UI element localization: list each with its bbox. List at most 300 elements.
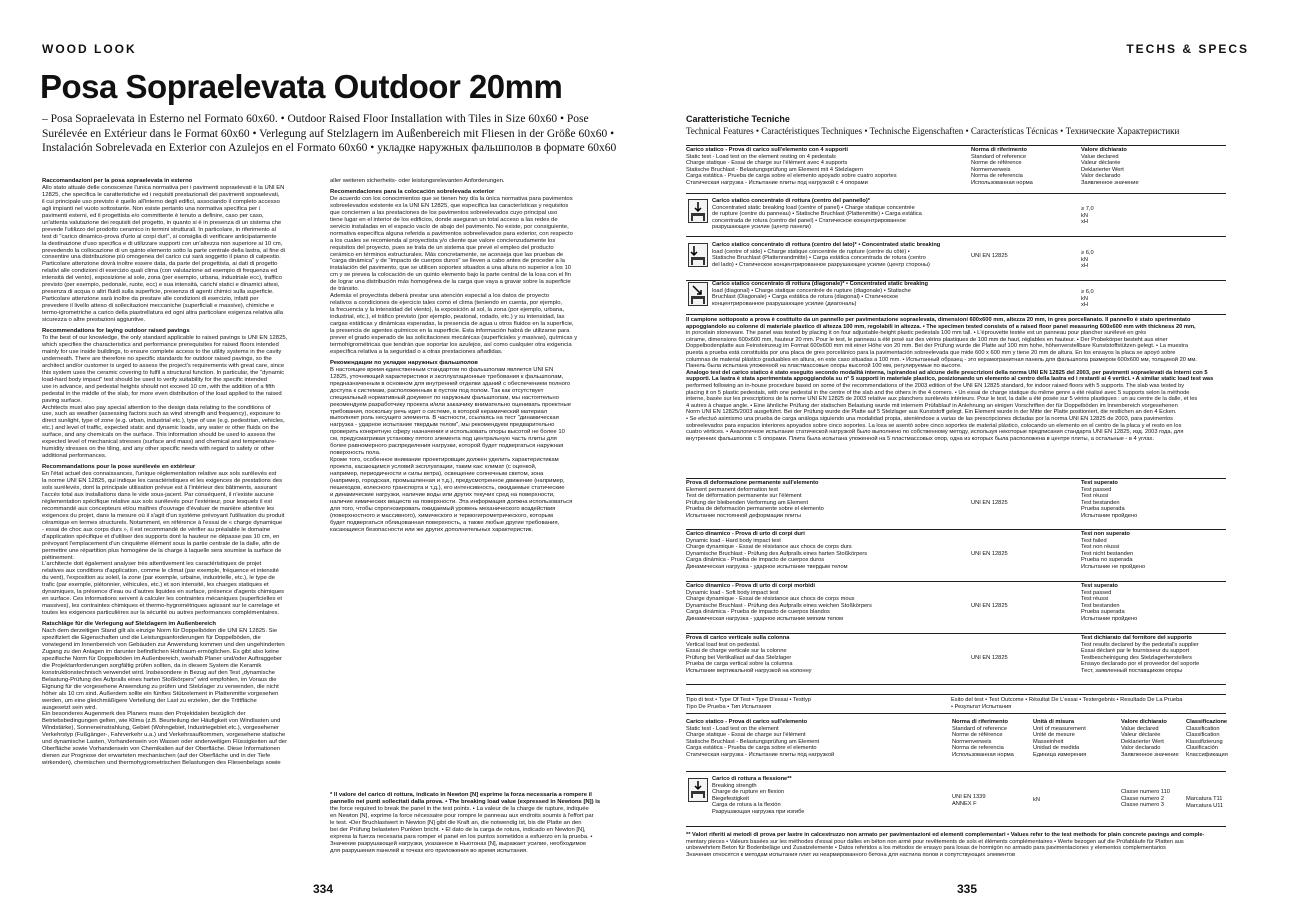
text-line: доступа к системам, расположенным в пустом под полом. Так как отсутствует [330,387,544,394]
description-line: interne, basée sur les prescriptions de la norme UNI EN 12825 de 2003 relative aux planchers surélevés intérieurs. Pour le test, la dalle a été posée sur 5 vérins plastiques : un au centre de la dalle, et les [686,396,1198,403]
cell-line: Biegefestigkeit [712,795,749,802]
norm-value: UNI EN 12825 [971,551,1008,557]
section-heading: Recommandations pour la pose surélevée en extérieur [42,464,196,471]
norm-value [952,794,1032,807]
subtitle-line: – Posa Sopraelevata in Esterno nel Formato 60x60. • Outdoor Raised Floor Installation with Tiles in Size 60x60 • Pose [42,113,589,125]
cell-line: Testbescheinigung des Stelzlagerherstellers [1081,654,1192,661]
text-line: Кроме того, особенное внимание проектировщик должен уделить характеристикам [330,457,559,464]
static-load-values [1081,206,1161,226]
text-line: проверить конкретную сферу назначения и использовать опоры высотой не более 10 [330,429,565,436]
cell-line: Unité de mesure [1033,732,1075,739]
cell-line: Charge de rupture en flexion [712,789,785,796]
left-text-column-1 [42,178,320,771]
cell-line: ≥ 7,0 [1081,206,1094,212]
cell-line: Испытание постоянной деформации плиты [686,512,801,519]
description-line: Il campione sottoposto a prova è costituito da un pannello per pavimentazione sopraelevata, dimensioni 600x600 mm, altezza 20 mm, in gres porcellanato. Il pannello è stato sperimentato [686,317,1191,323]
cell-line: Unit of measurement [1033,725,1086,732]
text-line: agli impianti nel vuoto sottostante. Non esiste pertanto una normativa specifica per i [42,205,261,212]
text-line: Architects must also pay special attention to the design data relating to the conditions of [42,404,271,411]
cell-line: Norma de referencia [952,745,1004,752]
cell-line: Essai de charge verticale sur la colonne [686,648,787,655]
text-line: use, such as weather (assessing factors such as wind strength and frequency), exposure to [42,411,281,418]
text-line: réglementation spécifique relative aux sols surélevés pour l'extérieur, pour lesquels il est [42,498,272,505]
text-line: la destinazione d'uso specifica e di utilizzare supporti con un'altezza non superiore ai 10 cm, [42,240,283,247]
cell-line: Prüfung bei Vertikallast auf das Stelzlager [686,654,792,661]
subtitle-line: Instalación Sobrelevada en Exterior con Azulejos en el Formato 60x60 • укладке наружных фальшполов в формате 60x60 [42,142,617,154]
text-line: ausgesetzt sein wird. [42,704,98,711]
cell-line: Prueba superada [1081,506,1125,513]
cell-line: Normenverweis [952,738,992,745]
text-line: relatives aux conditions d'application, comme le climat (par exemple, fréquence et intensité [42,568,279,575]
cell-line: Value declared [1081,153,1119,160]
cell-line: Prova di carico verticale sulla colonna [686,635,790,641]
description-line: • Se efectuó asimismo una prueba de carga análoga siguiendo una modalidad propia, ateniéndose a varias de las prescripciones dictadas por la norma UNI EN 12825 de 2003, para pavimentos [686,415,1173,422]
section-paragraph [42,185,320,324]
classification-header [1186,719,1246,759]
static-load-values [1081,250,1161,270]
technical-features-subheading: Technical Features • Caractéristiques Techniques • Technische Eigenschaften • Características Técnicas • Технические Характеристики [686,126,1180,136]
class-values [1121,789,1191,809]
text-line: (например, городская, промышленная и т.д.), предусмотренное движение (например, [330,478,565,485]
cell-line: Tipo De Prueba • Тип Испытания [686,703,772,710]
description-line: appoggiandolo su colonne di materiale plastico di altezza 100 mm, regolabili in altezza. • The specimen tested consists of a raised floor panel measuring 600x600 mm with thickness 20 mm, [686,323,1196,330]
footnote-line: Значение разрушающей нагрузки, указанное в Ньютонах [N], выражает усилие, необходимое [330,840,587,847]
technical-tables [686,0,1251,920]
description-line: 4 autres à chaque angle. • Eine ähnliche Prüfung der statischen Belastung wurde mit internem Prüfablauf in Anlehnung an einigen Vorschriften der für Doppelböden im Innenbereich vorgesehenen [686,402,1178,409]
static-load-values [1081,289,1161,309]
text-line: il cui principale uso previsto è quello all'interno degli edifici, associando il completo accesso [42,198,280,205]
table-rule [686,529,1226,530]
cell-line: Классификация [1186,751,1228,758]
section-paragraph [330,196,608,356]
text-line: que conciernen a las prestaciones de los pavimentos sobreelevados cuyo principal uso [330,209,558,216]
table-rule [686,633,1226,634]
static-test-header [686,147,956,187]
cell-line: Normenverweis [971,166,1011,173]
description-line: placing it on 5 plastic pedestals, with one pedestal in the centre of the slab and the others in the 4 corners. • Un essai de charge statique du même genre a été réalisé avec 5 supports selon la méthode [686,389,1190,396]
cell-line: Deklarierter Wert [1121,738,1164,745]
value-header [1121,719,1191,759]
cell-line: Static test - Load test on the element resting on 4 pedestals [686,153,836,160]
cell-line: Norma de referencia [971,173,1023,180]
text-line: use in advance, and pedestal heights should not exceed 10 cm, with the addition of a fifth [42,383,275,390]
section-heading: Recomendaciones para la colocación sobrelevada exterior [330,188,495,195]
table-rule [686,771,1226,772]
text-line: (поверхностного и массивного), химического и термогигрометрического, которым [330,512,553,519]
cell-line: Испытание пройдено [1081,512,1138,519]
cell-line: концентрированное разрушающее усилие (диагональ) [712,300,857,307]
cell-line: Разрушающая нагрузка при изгибе [712,808,805,815]
section-heading: Рекомендации по укладке наружных фальшполов [330,359,478,366]
cell-line: Charge dynamique - Essai de résistance aux chocs de corps mous [686,596,855,603]
text-line: la presencia de agentes químicos en la superficie. Esta información habrá de utilizarse para [330,328,570,335]
text-line: Además el proyectista deberá prestar una atención especial a los datos de proyecto [330,293,550,300]
cell-line: Valore dichiarato [1121,719,1167,725]
norm-header [952,719,1032,759]
text-line: pavimenti esterni, ed il progettista e/o committente è tenuto a definire, caso per caso, [42,212,264,219]
text-line: L'architecte doit également analyser très attentivement les caractéristiques de projet [42,561,262,568]
legend-test-outcome [951,697,1231,710]
cell-line: Valor declarado [1081,173,1121,180]
test-outcome [1081,635,1231,675]
text-line: la norme UNI EN 12825, qui indique les caractéristiques et les exigences de prestations des [42,478,283,485]
performance-test-row [686,531,956,571]
text-line: и динамические нагрузки, наличие воды или других текучих сред на поверхности, [330,491,555,498]
test-description [686,317,1226,442]
footnote-line: en Newton [N], exprime la force nécessaire pour rompre le panneau aux endroits soumis à l'effort par [330,812,594,819]
description-line: in porcelain stoneware. The panel was tested by placing it on four adjustable-height plastic pedestals 100 mm tall. • L'éprouvette testée est un panneau pour plancher surélevé en grès [686,330,1147,337]
text-line: recommandé aux concepteurs et/ou maîtres d'ouvrage d'évaluer de manière attentive les [42,505,275,512]
page-title: Posa Sopraelevata Outdoor 20mm [40,68,563,105]
text-line: проекта, касающимся условий эксплуатации, таким как: климат (с оценкой, [330,464,537,471]
cell-line: Valeur déclarée [1081,160,1121,167]
cell-line: Vertical load test on pedestal. [686,641,761,648]
text-line: Eignung für die vorgesehene Anwendung zu prüfen und Stelzlager zu verwenden, die nicht [42,683,279,690]
cell-line: concentrada de rotura (centro del panel) • Статическое концентрированное [712,217,906,224]
test-outcome [1081,531,1231,571]
text-line: En l'état actuel des connaissances, l'unique réglementation relative aux sols surélevés est [42,471,277,478]
description-line: Norm UNI EN 12825/2003 ausgeführt. Bei der Prüfung wurde die Platte auf 5 Stelzlager aus Kunststoff gelegt. Ein Element wurde in der Mitte der Platte positioniert, die restlichen an den 4 Ecken. [686,409,1177,416]
page-subtitle [42,112,617,156]
text-line: Windstärke), Sonneneinstrahlung, Gebiet (Wohngebiet, Industriegebiet etc.), vorgesehener [42,725,279,732]
static-load-row [712,281,962,307]
cell-line: Prueba superada [1081,609,1125,616]
text-line: requisitos del proyecto, pues se trata de un sistema que prevé el empleo del producto [330,244,554,251]
text-line: dienen zur Prognose der erwarteten mechanischen (auf der Oberfläche und in der Tiefe [42,753,271,760]
cell-line: Charge statique - Essai de charge sur l'élément [686,732,806,739]
cell-line: Статическая нагрузка - Испытание плиты под нагрузкой с 4 опорами [686,179,868,186]
performance-test-row [686,635,956,675]
cell-line: Тест, заявленный поставщиком опоры [1081,667,1183,674]
cell-line: Standard of reference [971,153,1027,160]
text-line: например, периодичности и силы ветра), освещение солнечным светом, зона [330,471,544,478]
text-line: la frecuencia y la intensidad del viento), la exposición al sol, la zona (por ejemplo, urbana, [330,307,565,314]
text-line: die Projektanforderungen sorgfältig prüfen sollten, da in diesem System die Keramik [42,662,262,669]
cell-line: Ensayo declarado por el proveedor del soporte [1081,661,1200,668]
text-line: Particolare attenzione sarà inoltre da prestare alle condizioni di esercizio, infatti per [42,296,259,303]
text-line: und dynamische Lasten, Vorhandensein von Wasser oder anderweitigen Flüssigkeiten auf der [42,739,288,746]
cell-line: Test réussi [1081,493,1109,500]
text-line: cargas estáticas y dinámicas esperadas, la presencia de agua u otros fluidos en la superficie, [330,321,574,328]
footnote-line: the force required to break the panel in the test points. • La valeur de la charge de rupture, indiquée [330,805,589,812]
cell-line: Заявленное значение [1121,751,1179,758]
description-line: supporti. La lastra è stata sperimentata appoggiandola su n° 5 supporti in materiale plastico, posizionando un elemento al centro della lastra ed i restanti ai 4 vertici. • A similar static load test was [686,376,1214,383]
cell-line: Carico statico - Prova di carico sull'elemento [686,719,808,725]
norm-value: UNI EN 12825 [971,603,1008,609]
cell-line: Test réussi [1081,596,1109,603]
description-line: puesta a prueba está constituida por una placa de gres porcelánico para la pavimentación sobreelevada que mide 600 x 600 mm y tiene 20 mm de altura. En los ensayos la placa se apoyó sobre [686,349,1176,356]
text-line: du vent), l'exposition au soleil, la zone (par exemple, urbaine, industrielle, etc.), le type de [42,575,275,582]
text-line: etc.) and level of traffic, expected static and dynamic loads, any water or other fluids on the [42,425,279,432]
cell-line: Statische Bruchlast - Belastungsprüfung am Element [686,738,820,745]
cell-line: Tipo di test • Type Of Test • Type D'essai • Testtyp [686,697,811,703]
text-line: instalación del pavimento, que se utilicen soportes situados a una altura no superior a los 10 [330,265,572,272]
cell-line: Испытание не пройдено [1081,563,1146,570]
value-header [1081,147,1181,187]
cell-line: Carico statico concentrato di rottura (centro del pannello)* [712,198,871,204]
text-line: tiene lugar en el interior de los edificios, donde aseguran un total acceso a las redes de [330,216,558,223]
cell-line: ≥ 6,0 [1081,250,1094,256]
description-line: Analogo test del carico statico è stato eseguito secondo modalità interna, ispirandosi ad alcune delle prescrizioni della norma UNI EN 12825 del 2003, per pavimenti sopraelevati da interni con 5 [686,369,1208,376]
cell-line: Dynamische Bruchlast - Prüfung des Aufpralls eines harten Stoßkörpers [686,550,868,557]
table-rule [686,713,1226,714]
text-line: werden, um eine gleichmäßigere Verteilung der Last zu erzielen, der die Trittfläche [42,697,257,704]
description-line: performed following an in-house procedure based on some of the recommendations of the 2003 edition of the UNI EN 12825 standard, for indoor raised floors with 5 supports. The slab was tested by [686,382,1185,389]
text-line: en surface. Ces informations servent à calculer les contraintes mécaniques (superficielles et [42,596,282,603]
text-line: previsto (per esempio, pedonale, ruote, ecc) e sua intensità, carichi statici e dinamici attesi, [42,282,280,289]
cell-line: Test passed [1081,589,1112,596]
cell-line: Test failed [1081,537,1107,544]
text-line: de lograr una distribución más homogénea de la carga que vaya a gravar sobre la superficie [330,279,571,286]
values-footnote [686,832,1226,858]
text-line: específica relativa a la seguridad o a otras prestaciones añadidas. [330,348,503,355]
text-line: l'accès total aux installations dans le vide sous-jacent. Par conséquent, il n'existe aucune [42,491,274,498]
cell-line: Deklarierter Wert [1081,166,1124,173]
table-rule [686,314,1226,315]
text-line: piétinement. [42,554,75,561]
cell-line: Bruchlast (Diagonale) • Carga estática de rotura (diagonal) • Статическое [712,294,899,301]
table-rule [686,826,1226,827]
norm-value: UNI EN 12825 [971,253,1008,259]
text-line: наличие химических веществ на поверхности. Эта информация должна использоваться [330,498,573,505]
text-line: более равномерного распределения нагрузки, которой будет подвергаться наружная [330,443,564,450]
cell-line: Norme de référence [971,160,1022,167]
cell-line: Unidad de medida [1033,745,1080,752]
text-line: cerámico en términos estructurales. Más concretamente, se aconseja que las pruebas de [330,251,564,258]
text-line: поверхность пола. [330,450,381,457]
table-rule [686,236,1226,237]
cell-line: load (diagonal) • Charge statique concentrée de rupture (diagonale) • Statische [712,287,911,294]
text-line: mainly for use inside buildings, to ensure complete access to the utility systems in the cavity [42,348,282,355]
text-line: будет подвергаться облицованная поверхность, а также любые другие требования, [330,519,560,526]
text-line: exigences du projet, dans la mesure où il s'agit d'un système prévoyant l'utilisation du produit [42,512,285,519]
flexural-load-icon [688,778,708,802]
static-load-row [712,242,962,268]
footnote-line: для разрушения панелей в точках его приложения во время испытания. [330,847,528,854]
cell-line: Marcatura U11 [1186,802,1224,809]
text-line: cm y se preveа la colocación de un quinto elemento bajo la parte central de la losa con el fin [330,272,572,279]
text-line: специальный нормативный документ по наружным фальшполам, мы настоятельно [330,394,559,401]
performance-test-row [686,480,956,520]
cell-line: kN [1081,295,1088,302]
cell-line: Динамическая нагрузка - ударное испытание мягким телом [686,615,844,622]
text-line: нагрузка - ударное испытание твердым телом", мы рекомендуем предварительно [330,422,555,429]
norm-header [971,147,1071,187]
cell-line: UNI EN 1339 [952,794,986,800]
text-line: surface, and any chemicals on the surface. This information should be used to assess the [42,432,276,439]
cell-line: kN [1081,256,1088,263]
text-line: industrial, etc.), el tráfico previsto (por ejemplo, peatonal, rodado, etc.) y su intensidad, las [330,314,565,321]
table-rule [686,694,1226,695]
cell-line: Marcatura T11 [1186,796,1223,802]
footnote-line: bei der Prüfung belasteten Punkten bricht. • El dato de la carga de rotura, indicado en Newton [N], [330,826,586,833]
text-line: underneath. There are therefore no specific standards for outdoor raised pavings, so the [42,355,272,362]
cell-line: Test passed [1081,486,1112,493]
text-line: massives), les contraintes chimiques et thermo-hygrométriques agissant sur le carrelage et [42,603,280,610]
text-line: требования, поскольку речь идет о системе, в которой керамический материал [330,408,548,415]
cell-line: Valore dichiarato [1081,147,1127,153]
cell-line: Dynamic load - Hard body impact test [686,537,781,544]
text-line: vorwiegend im Innenbereich von Gebäuden zur Anwendung kommen und den ungehinderten [42,641,285,648]
text-line: termo-igrometriche a carico della piastrellatura ed ogni altra particolare esigenza relativa alla [42,310,283,317]
cell-line: Prova di deformazione permanente sull'elemento [686,480,819,486]
text-line: which specifies the characteristics and performance prerequisites for raised floors intended [42,341,279,348]
text-line: humidity stresses on the tiling, and any other specific needs with regard to safety or other [42,446,275,453]
cell-line: разрушающее усилие (центр панели) [712,224,811,231]
cell-line: Classificazione [1186,719,1228,725]
cell-line: Test results declared by the pedestal's supplier [1081,641,1199,648]
section-heading: Raccomandazioni per la posa sopraelevata in esterno [42,178,193,184]
cell-line: Статическая нагрузка - Испытание плиты под нагрузкой [686,751,835,758]
text-line: prevedendo la collocazione di un quinto elemento sotto la parte centrale della lastra, al fine di [42,247,285,254]
cell-line: Prueba no superada [1081,557,1133,564]
cell-line: • Результат Испытания [951,703,1012,710]
text-line: céramique en termes structurels. Notamment, en référence à l'essai de « charge dynamique [42,519,283,526]
cell-line: Value declared [1121,725,1159,732]
text-line: sobreelevados existente es la UNI EN 12825, que especifica las características y requisitos [330,202,569,209]
text-line: pedestal in the middle of the slab, for more even distribution of the load applied to the raised [42,390,282,397]
cell-line: Classe numero 110 [1121,789,1170,795]
text-line: 12825, уточняющий характеристики и эксплуатационные требования к фальшполам, [330,373,564,380]
description-line: cérame, dimensions 600x600 mm, hauteur 20 mm. Pour le test, le panneau a été posé sur des vérins plastiques de 100 mm de haut, réglables en hauteur. • Der Probekörper besteht aus einer [686,336,1168,343]
footnote-line: ** Valori riferiti ai metodi di prova per lastre in calcestruzzo non armato per pavimentazioni ed elementi complementari • Values refer to the test methods for plain concrete pavings and comple- [686,832,1205,838]
cell-line: Statische Bruchlast - Belastungsprüfung am Element mit 4 Stelzlagern [686,166,864,173]
table-rule [686,581,1226,582]
text-line: permettre une répartition plus homogène de la charge à laquelle sera soumise la surface de [42,547,282,554]
cell-line: Carga de rotura a la flexión [712,802,781,809]
cell-line: Carga estática - Prueba de carga sobre el elemento apoyado sobre cuatro soportes [686,173,897,180]
text-line: höher als 10 cm sind. Außerdem sollte ein fünftes Stützelement in Plattenmitte vorgesehen [42,690,279,697]
text-line: wirkenden), chemischen und thermohygrometrischen Belastungen des Fliesenbelags sowie [42,760,281,767]
cell-line: Test de déformation permanente sur l'élément [686,493,802,500]
section-heading: Recommendations for laying outdoor raised pavings [42,328,190,335]
text-line: рекомендуем разработчику проекта и/или заказчику внимательно оценивать проектные [330,401,572,408]
cell-line: Test bestanden [1081,499,1120,506]
text-line: см, предусматривая установку пятого элемента под центральную часть плиты для [330,436,557,443]
cell-line: Carga estática - Prueba de carga sobre el elemento [686,745,817,752]
cell-line: Carga dinámica - Prueba de impacto de cuerpos duros [686,557,825,564]
footnote-line: unbewehrtem Beton für Bodenbeläge und Zusatzelemente • Datos referidos a los métodos de ensayo para losas de hormigón no armado para pavimentaciones y elementos complementarios [686,845,1167,852]
text-line: sols surélevés, dont la principale utilisation prévue est à l'intérieur des bâtiments, assurant [42,484,277,491]
cell-line: Static test - Load test on the element [686,725,779,732]
cell-line: Dynamische Bruchlast - Prüfung des Aufpralls eines weichen Stoßkörpers [686,602,872,609]
cell-line: Carico statico concentrato di rottura (diagonale)* • Concentrated static breaking [712,281,928,287]
cell-line: Charge statique - Essai de charge sur l'élément avec 4 supports [686,160,848,167]
table-rule [686,145,1226,146]
text-line: Betriebsbedingungen gelten, wie Klima (z.B. Beurteilung der Häufigkeit von Windlasten und [42,718,281,725]
load-diagonal-icon [688,282,708,306]
norm-value: UNI EN 12825 [971,500,1008,506]
cell-line: load (centre of side) • Charge statique concentrée de rupture (centre du côté) • [712,248,910,255]
text-line: paving surface. [42,397,82,404]
text-line: В настоящее время единственным стандартом по фальшполам является UNI EN [330,366,554,373]
cell-line: Единица измерения [1033,751,1087,758]
unit-header [1033,719,1113,759]
legend-test-type [686,697,946,710]
cell-line: Valor declarado [1121,745,1161,752]
cell-line: Prueba de carga vertical sobre la columna [686,661,793,668]
section-kicker-left: WOOD LOOK [42,42,137,56]
footnote-line: Значения относятся к методам испытания плит из неармированного бетона для настила полов и сопутствующих элементов [686,851,1015,858]
technical-features-heading: Caratteristiche Tecniche [686,114,790,124]
footnote-line: le test. •Der Bruchlastwert in Newton [N] gibt die Kraft an, die notwendig ist, bis die Platte an den [330,819,582,826]
text-line: un'attenta valutazione dei requisiti del progetto, in quanto si è in presenza di un sistema che [42,219,282,226]
cell-line: ANNEX F [952,800,977,807]
description-line: Панель была испытана упоженной на пластмассовые опоры высотой 100 мм, регулируемые по высоте. [686,363,962,370]
text-line: Zugang zu den Anlagen im darunter befindlichen Hohlraum ermöglichen. Es gibt also keine [42,648,280,655]
cell-line: Test nicht bestanden [1081,550,1134,557]
flex-test-header [686,719,946,759]
breaking-load-footnote [330,792,608,855]
text-line: direct sunlight, type of zone (e.g. urban, industrial etc.), type of use (e.g. pedestrian, vehicles, [42,418,285,425]
cell-line: Norma di riferimento [952,719,1008,725]
cell-line: Динамическая нагрузка - ударное испытание твердым телом [686,563,848,570]
cell-line: Standard of reference [952,725,1008,732]
description-line: внутренних фальшполов с 5 опорами. Плита была испытана упоженной на 5 пластмассовых опор, одна из которых была расположена в центре плиты, а остальные - в 4 углах. [686,435,1154,442]
text-line: d'application spécifique et d'utiliser des supports dont la hauteur ne dépasse pas 10 cm, en [42,533,280,540]
cell-line: del lado) • Статическое концентрированное разрушающее усилие (центр стороны) [712,261,930,268]
section-paragraph [330,367,608,534]
cell-line: de rupture (centre du panneau) • Statische Bruchlast (Plattenmitte) • Carga estática [712,211,922,218]
text-line: пешеходов, колесного транспорта и т.д.), его интенсивность, ожидаемые статические [330,484,565,491]
text-line: prevede l'utilizzo del prodotto ceramico in termini strutturali. In particolare, in riferimento al [42,226,276,233]
cell-line: Element permanent deformation test [686,486,778,493]
text-line: Oberfläche sowie Vorhandensein von Chemikalien auf der Oberfläche. Diese Informationen [42,746,281,753]
cell-line: Carico di rottura a flessione** [712,776,792,782]
text-line: 12825, che specifica le caratteristiche ed i requisiti prestazionali dei pavimenti sopraelevati, [42,191,280,198]
cell-line: Dynamic load - Soft body impact test [686,589,779,596]
text-line: spezifische Norm für Doppelböden im Außenbereich, weshalb Planer und/oder Auftraggeber [42,655,283,662]
cell-line: Norme de référence [952,732,1003,739]
cell-line: Statische Bruchlast (Plattenrandmitte) • Carga estática concentrada de rotura (centro [712,255,926,262]
static-load-row [712,198,962,231]
text-line: Particolare attenzione dovrà inoltre essere data, da parte del progettista, ai dati di progetto [42,261,278,268]
cell-line: Breaking strength [712,782,757,789]
cell-line: xH [1081,263,1088,270]
text-line: load-hard body impact" test should be used to verify suitability for the specific intended [42,376,268,383]
text-line: De acuerdo con los conocimientos que se tienen hoy día la única normativa para pavimentos [330,195,573,202]
text-line: normativa específica alguna referida a pavimentos sobreelevados para exterior, con respecto [330,230,573,237]
footnote-line: mentary pieces • Valeurs basées sur les méthodes d'essai pour dalles en béton non armé pour revêtements de sols et éléments complémentaires • Werte bezogen auf die Prüfabläufe für Platten aus [686,838,1184,845]
text-line: a los cuales se recomienda al proyectista y/o cliente que valore concienzudamente los [330,237,556,244]
text-line: Ein besonderes Augenmerk des Planers muss den Projektdaten bezüglich der [42,711,246,718]
text-line: relativi alle condizioni di esercizio quali clima (con valutazione ad esempio di frequenza ed [42,268,278,275]
cell-line: Unità di misura [1033,719,1075,725]
text-line: "carga dinámica" y de "impacto de cuerpos duros" se lleven a cabo antes de proceder a la [330,258,565,265]
norm-value: UNI EN 12825 [971,655,1008,661]
description-line: Doppelbodenplatte aus Feinsteinzeug im Format 600x600 mm mit einer Höhe von 20 mm. Bei der Prüfung wurde die Platte auf 100 mm hohe, höhenverstellbare Kunststoffstützen gelegt. • La muestra [686,343,1189,350]
text-line: prever el grado esperado de las solicitaciones mecánicas (superficiales y masivas), químicas y [330,334,578,341]
text-line: expected level of mechanical stresses (surface and mass) and chemical and temperature- [42,439,277,446]
cell-line: Classe numero 3 [1121,802,1164,809]
description-line: cuatro vértices. • Аналогичное испытание статической нагрузкой было выполнено по собственному методу, используя некоторые предписания стандарта UNI EN 12825, изд. 2003 года, для [686,429,1184,436]
text-line: предназначенным в основном для внутренней отделки зданий с обеспечением полного [330,380,571,387]
cell-line: Испытание вертикальной нагрузкой на колонну [686,667,812,674]
cell-line: Klassifizierung [1186,738,1223,745]
section-paragraph [330,178,608,185]
cell-line: ≥ 6,0 [1081,289,1094,295]
cell-line: Carico statico concentrato di rottura (centro del lato)* • Concentrated static breaking [712,242,941,248]
cell-line: Test superato [1081,480,1118,486]
cell-line: Заявленное значение [1081,179,1139,186]
section-heading: Ratschläge für die Verlegung auf Stelzlagern im Außenbereich [42,621,216,628]
text-line: de tránsito. [330,286,360,293]
footnote-line: expresa la fuerza necesaria para romper el panel en los puntos sometidos a esfuerzo en la prueba. • [330,833,593,840]
left-text-column-2 [330,178,608,538]
cell-line: Испытание пройдено [1081,615,1138,622]
text-line: aller weiteren sicherheits- oder leistungsrelevanten Anforderungen. [330,178,505,184]
text-line: касающиеся безопасности или же других дополнительных характеристик. [330,526,534,533]
